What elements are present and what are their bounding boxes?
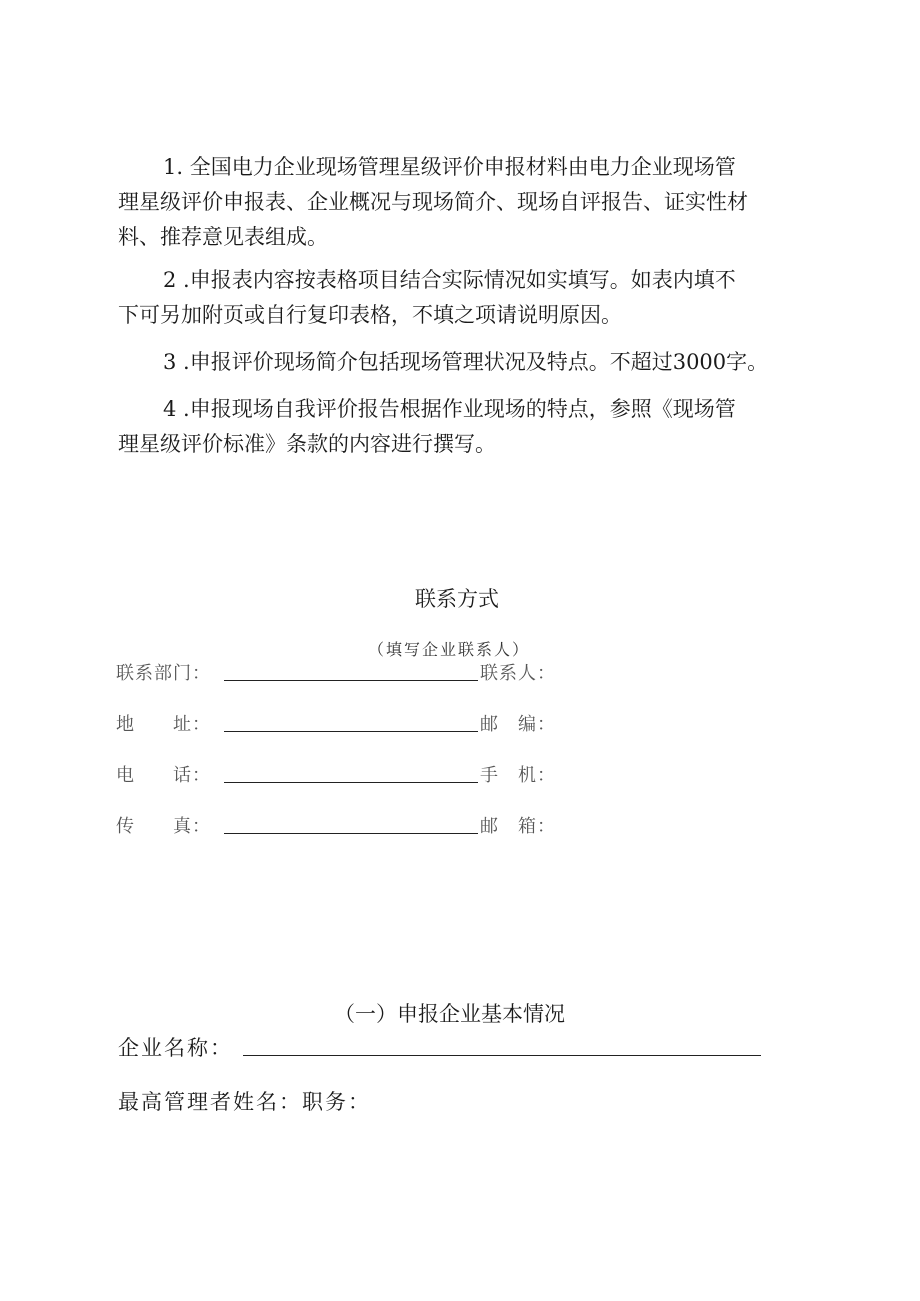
contact-fax-field[interactable] [224, 833, 478, 834]
instruction-3 [118, 345, 808, 380]
instruction-4 [118, 392, 808, 462]
contact-postcode-label: 邮 编： [480, 714, 556, 735]
contact-mobile-label: 手 机： [480, 765, 556, 786]
instruction-4-line-1: 4 .申报现场自我评价报告根据作业现场的特点，参照《现场管 [163, 397, 736, 421]
contact-fax-label: 传 真： [116, 816, 211, 837]
instruction-2-line-2: 下可另加附页或自行复印表格，不填之项请说明原因。 [118, 303, 622, 327]
contact-dept-field[interactable] [224, 680, 478, 681]
contact-address-label: 地 址： [116, 714, 211, 735]
instruction-1-line-2: 理星级评价申报表、企业概况与现场简介、现场自评报告、证实性材 [118, 190, 748, 214]
contact-email-label: 邮 箱： [480, 816, 556, 837]
instruction-1 [118, 150, 808, 255]
instruction-3-line-1: 3 .申报评价现场简介包括现场管理状况及特点。不超过3000字。 [163, 350, 769, 374]
instruction-1-line-3: 料、推荐意见表组成。 [118, 225, 328, 249]
company-name-label: 企业名称： [118, 1036, 233, 1060]
contact-dept-label: 联系部门： [116, 663, 211, 684]
instruction-2-line-1: 2 .申报表内容按表格项目结合实际情况如实填写。如表内填不 [163, 268, 736, 292]
contact-title: 联系方式 [415, 587, 499, 611]
contact-phone-field[interactable] [224, 782, 478, 783]
contact-hint: （填写企业联系人） [368, 640, 531, 659]
instruction-2 [118, 263, 808, 333]
manager-name-label: 最高管理者姓名：职务： [118, 1090, 371, 1114]
company-name-field[interactable] [243, 1055, 761, 1056]
contact-phone-label: 电 话： [116, 765, 211, 786]
instruction-1-line-1: 1. 全国电力企业现场管理星级评价申报材料由电力企业现场管 [163, 155, 736, 179]
contact-person-label: 联系人： [480, 663, 556, 684]
instruction-4-line-2: 理星级评价标准》条款的内容进行撰写。 [118, 432, 496, 456]
contact-address-field[interactable] [224, 731, 478, 732]
section1-title: （一）申报企业基本情况 [334, 1002, 565, 1026]
